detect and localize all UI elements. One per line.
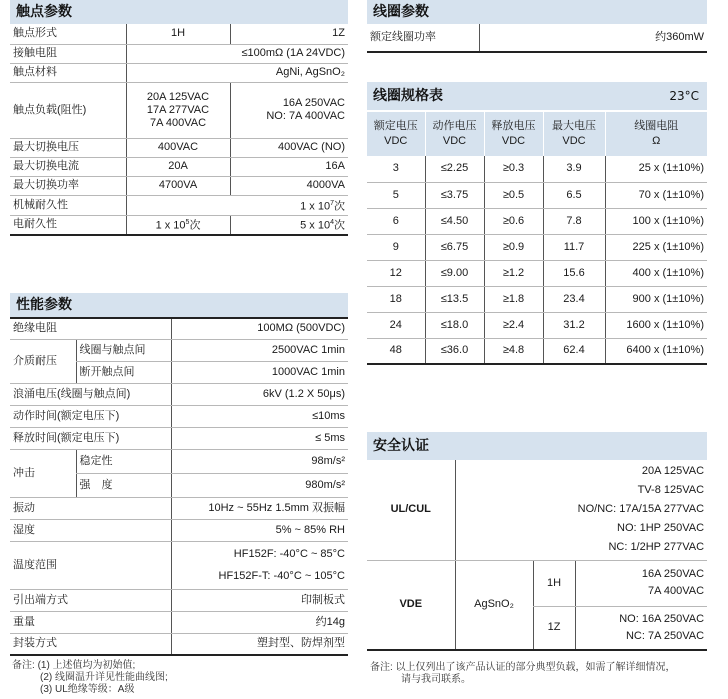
load-1z-values bbox=[230, 82, 348, 138]
value-base: 1 x 10 bbox=[300, 200, 331, 213]
notes-prefix: 备注: bbox=[370, 662, 393, 673]
coil-resistance-cell: 6400 x (1±10%) bbox=[605, 338, 707, 364]
table-row bbox=[10, 611, 348, 633]
table-row bbox=[367, 312, 707, 338]
header-coil-resistance: 线圈电阻 Ω bbox=[605, 112, 707, 156]
rating-line: NC: 1/2HP 277VAC bbox=[608, 541, 705, 554]
table-row bbox=[10, 195, 348, 215]
contact-table bbox=[10, 24, 348, 236]
header-rated-voltage: 额定电压 VDC bbox=[367, 112, 425, 156]
rated-voltage-cell: 3 bbox=[367, 156, 425, 182]
coil-resistance-cell: 400 x (1±10%) bbox=[605, 260, 707, 286]
sub-label: 断开触点间 bbox=[76, 361, 171, 383]
table-row bbox=[10, 541, 348, 589]
header-release-voltage: 释放电压 VDC bbox=[484, 112, 543, 156]
rated-voltage-cell: 12 bbox=[367, 260, 425, 286]
safety-section bbox=[367, 432, 707, 651]
table-row bbox=[367, 460, 707, 560]
release-voltage-cell: ≥0.3 bbox=[484, 156, 543, 182]
performance-table bbox=[10, 317, 348, 656]
table-row bbox=[10, 383, 348, 405]
table-row bbox=[10, 215, 348, 235]
release-voltage-cell: ≥0.9 bbox=[484, 234, 543, 260]
row-label: 重量 bbox=[10, 611, 171, 633]
right-notes bbox=[370, 662, 706, 686]
table-row bbox=[10, 24, 348, 44]
rating-line: NC: 7A 250VAC bbox=[625, 629, 705, 642]
row-label: 最大切换功率 bbox=[10, 176, 126, 195]
coil-resistance-cell: 25 x (1±10%) bbox=[605, 156, 707, 182]
header-pickup-voltage: 动作电压 VDC bbox=[425, 112, 484, 156]
coil-section bbox=[367, 0, 707, 53]
coil-resistance-cell: 1600 x (1±10%) bbox=[605, 312, 707, 338]
max-current-1h: 20A bbox=[126, 157, 230, 176]
rating-line: NO: 16A 250VAC bbox=[619, 612, 705, 625]
dielectric-open-contacts-value: 1000VAC 1min bbox=[171, 361, 348, 383]
release-voltage-cell: ≥0.6 bbox=[484, 208, 543, 234]
rating-line: NO: 1HP 250VAC bbox=[617, 522, 705, 535]
max-voltage-1z: 400VAC (NO) bbox=[230, 138, 348, 157]
form-1h-value: 1H bbox=[126, 24, 230, 44]
enclosure-value: 塑封型、防焊剂型 bbox=[171, 633, 348, 655]
note-line bbox=[370, 662, 706, 674]
table-row bbox=[10, 497, 348, 519]
note-line bbox=[12, 684, 348, 696]
humidity-value: 5% ~ 85% RH bbox=[171, 519, 348, 541]
coil-section-title: 线圈参数 bbox=[367, 0, 707, 24]
row-label: 动作时间(额定电压下) bbox=[10, 405, 171, 427]
pickup-voltage-cell: ≤18.0 bbox=[425, 312, 484, 338]
pickup-voltage-cell: ≤2.25 bbox=[425, 156, 484, 182]
table-row bbox=[10, 138, 348, 157]
row-label: 封装方式 bbox=[10, 633, 171, 655]
coil-resistance-cell: 900 x (1±10%) bbox=[605, 286, 707, 312]
electrical-endurance-1h bbox=[126, 215, 230, 235]
table-row bbox=[367, 234, 707, 260]
table-row bbox=[10, 63, 348, 82]
row-label: 电耐久性 bbox=[10, 215, 126, 235]
surge-value: 6kV (1.2 X 50μs) bbox=[171, 383, 348, 405]
table-row bbox=[10, 633, 348, 655]
max-voltage-cell: 15.6 bbox=[543, 260, 605, 286]
safety-table bbox=[367, 460, 707, 651]
coil-spec-title-text: 线圈规格表 bbox=[373, 88, 443, 104]
operate-time-value: ≤10ms bbox=[171, 405, 348, 427]
performance-section bbox=[10, 293, 348, 656]
table-row bbox=[10, 449, 348, 473]
value-base: 1 x 10 bbox=[155, 220, 186, 233]
row-label: 浪涌电压(线圈与触点间) bbox=[10, 383, 171, 405]
notes-prefix: 备注: bbox=[12, 660, 35, 671]
coil-resistance-cell: 225 x (1±10%) bbox=[605, 234, 707, 260]
table-header-row bbox=[367, 112, 707, 156]
release-voltage-cell: ≥2.4 bbox=[484, 312, 543, 338]
insulation-value: 100MΩ (500VDC) bbox=[171, 318, 348, 339]
vde-form-1h: 1H bbox=[533, 560, 575, 606]
release-voltage-cell: ≥0.5 bbox=[484, 182, 543, 208]
rated-voltage-cell: 24 bbox=[367, 312, 425, 338]
max-current-1z: 16A bbox=[230, 157, 348, 176]
table-row bbox=[10, 44, 348, 63]
rating-line: NO/NC: 17A/15A 277VAC bbox=[577, 503, 705, 516]
weight-value: 约14g bbox=[171, 611, 348, 633]
pickup-voltage-cell: ≤36.0 bbox=[425, 338, 484, 364]
rated-voltage-cell: 18 bbox=[367, 286, 425, 312]
row-label: 介质耐压 bbox=[10, 339, 76, 383]
row-label: 引出端方式 bbox=[10, 589, 171, 611]
coil-spec-title bbox=[367, 82, 707, 110]
form-1z-value: 1Z bbox=[230, 24, 348, 44]
load-line: 16A 250VAC bbox=[282, 97, 345, 109]
sub-label: 强 度 bbox=[76, 473, 171, 497]
max-voltage-cell: 62.4 bbox=[543, 338, 605, 364]
note-item: (1) 上述值均为初始值; bbox=[37, 660, 136, 671]
vde-label: VDE bbox=[367, 560, 455, 650]
max-voltage-cell: 3.9 bbox=[543, 156, 605, 182]
vde-1z-ratings bbox=[575, 606, 707, 650]
table-row bbox=[367, 286, 707, 312]
value-exponent: 7 bbox=[330, 199, 334, 207]
value-unit: 次 bbox=[334, 200, 345, 213]
value-base: 5 x 10 bbox=[300, 220, 331, 233]
row-label: 触点材料 bbox=[10, 63, 126, 82]
rating-line: 16A 250VAC bbox=[641, 568, 705, 580]
table-row bbox=[10, 589, 348, 611]
temperature-range-values bbox=[171, 541, 348, 589]
load-line: 7A 400VAC bbox=[149, 116, 207, 129]
table-row bbox=[10, 405, 348, 427]
table-row bbox=[10, 427, 348, 449]
ul-cul-ratings bbox=[455, 460, 707, 560]
row-label: 振动 bbox=[10, 497, 171, 519]
note-item: 以上仅列出了该产品认证的部分典型负载，如需了解详细情况， bbox=[395, 662, 676, 673]
value-unit: 次 bbox=[334, 220, 345, 233]
table-row bbox=[367, 338, 707, 364]
row-label: 温度范围 bbox=[10, 541, 171, 589]
rating-line: 20A 125VAC bbox=[641, 465, 705, 478]
mechanical-endurance-value bbox=[126, 195, 348, 215]
header-max-voltage: 最大电压 VDC bbox=[543, 112, 605, 156]
coil-spec-table bbox=[367, 112, 707, 365]
note-item: (2) 线圈温升详见性能曲线图; bbox=[40, 672, 168, 683]
table-row bbox=[10, 339, 348, 361]
temp-line: HF152F-T: -40°C ~ 105°C bbox=[218, 570, 345, 582]
release-voltage-cell: ≥4.8 bbox=[484, 338, 543, 364]
terminal-value: 印制板式 bbox=[171, 589, 348, 611]
load-1h-values bbox=[126, 82, 230, 138]
vde-form-1z: 1Z bbox=[533, 606, 575, 650]
table-row bbox=[367, 156, 707, 182]
left-notes bbox=[12, 660, 348, 696]
max-voltage-1h: 400VAC bbox=[126, 138, 230, 157]
coil-spec-body bbox=[367, 156, 707, 364]
release-voltage-cell: ≥1.8 bbox=[484, 286, 543, 312]
row-label: 湿度 bbox=[10, 519, 171, 541]
rating-line: 7A 400VAC bbox=[647, 585, 705, 597]
ul-cul-label: UL/CUL bbox=[367, 460, 455, 560]
shock-strength-value: 980m/s² bbox=[171, 473, 348, 497]
table-row bbox=[10, 519, 348, 541]
table-row bbox=[10, 318, 348, 339]
rated-voltage-cell: 48 bbox=[367, 338, 425, 364]
pickup-voltage-cell: ≤3.75 bbox=[425, 182, 484, 208]
table-row bbox=[367, 24, 707, 52]
row-label: 接触电阻 bbox=[10, 44, 126, 63]
release-voltage-cell: ≥1.2 bbox=[484, 260, 543, 286]
table-row bbox=[367, 208, 707, 234]
shock-stability-value: 98m/s² bbox=[171, 449, 348, 473]
max-voltage-cell: 11.7 bbox=[543, 234, 605, 260]
note-item: (3) UL绝缘等级：A级 bbox=[40, 684, 135, 695]
electrical-endurance-1z bbox=[230, 215, 348, 235]
vde-material: AgSnO₂ bbox=[455, 560, 533, 650]
row-label: 最大切换电压 bbox=[10, 138, 126, 157]
sub-label: 线圈与触点间 bbox=[76, 339, 171, 361]
dielectric-coil-contact-value: 2500VAC 1min bbox=[171, 339, 348, 361]
max-voltage-cell: 7.8 bbox=[543, 208, 605, 234]
pickup-voltage-cell: ≤6.75 bbox=[425, 234, 484, 260]
table-row bbox=[10, 176, 348, 195]
max-voltage-cell: 23.4 bbox=[543, 286, 605, 312]
coil-resistance-cell: 100 x (1±10%) bbox=[605, 208, 707, 234]
safety-section-title: 安全认证 bbox=[367, 432, 707, 460]
performance-section-title: 性能参数 bbox=[10, 293, 348, 317]
coil-table bbox=[367, 24, 707, 53]
max-voltage-cell: 6.5 bbox=[543, 182, 605, 208]
rating-line: TV-8 125VAC bbox=[637, 484, 705, 497]
load-line: NO: 7A 400VAC bbox=[266, 110, 345, 122]
temp-line: HF152F: -40°C ~ 85°C bbox=[233, 548, 345, 560]
sub-label: 稳定性 bbox=[76, 449, 171, 473]
contact-resistance-value: ≤100mΩ (1A 24VDC) bbox=[126, 44, 348, 63]
table-row bbox=[10, 82, 348, 138]
row-label: 机械耐久性 bbox=[10, 195, 126, 215]
value-exponent: 4 bbox=[330, 219, 334, 227]
coil-power-value: 约360mW bbox=[479, 24, 707, 52]
value-exponent: 5 bbox=[185, 219, 190, 227]
coil-resistance-cell: 70 x (1±10%) bbox=[605, 182, 707, 208]
rated-voltage-cell: 5 bbox=[367, 182, 425, 208]
max-power-1z: 4000VA bbox=[230, 176, 348, 195]
value-unit: 次 bbox=[189, 220, 201, 233]
row-label: 冲击 bbox=[10, 449, 76, 497]
table-row bbox=[367, 560, 707, 606]
contact-material-value: AgNi, AgSnO₂ bbox=[126, 63, 348, 82]
coil-spec-temperature: 23°C bbox=[669, 89, 699, 103]
pickup-voltage-cell: ≤4.50 bbox=[425, 208, 484, 234]
row-label: 触点形式 bbox=[10, 24, 126, 44]
row-label: 额定线圈功率 bbox=[367, 24, 479, 52]
coil-spec-section bbox=[367, 82, 707, 365]
table-row bbox=[367, 182, 707, 208]
load-line: 17A 277VAC bbox=[146, 103, 210, 116]
note-line bbox=[12, 660, 348, 672]
release-time-value: ≤ 5ms bbox=[171, 427, 348, 449]
pickup-voltage-cell: ≤9.00 bbox=[425, 260, 484, 286]
row-label: 释放时间(额定电压下) bbox=[10, 427, 171, 449]
rated-voltage-cell: 9 bbox=[367, 234, 425, 260]
note-item: 请与我司联系。 bbox=[401, 674, 471, 685]
note-line bbox=[12, 672, 348, 684]
rated-voltage-cell: 6 bbox=[367, 208, 425, 234]
row-label: 最大切换电流 bbox=[10, 157, 126, 176]
table-row bbox=[367, 260, 707, 286]
table-row bbox=[10, 157, 348, 176]
max-voltage-cell: 31.2 bbox=[543, 312, 605, 338]
pickup-voltage-cell: ≤13.5 bbox=[425, 286, 484, 312]
load-line: 20A 125VAC bbox=[146, 90, 210, 103]
row-label: 触点负载(阻性) bbox=[10, 82, 126, 138]
vde-1h-ratings bbox=[575, 560, 707, 606]
vibration-value: 10Hz ~ 55Hz 1.5mm 双振幅 bbox=[171, 497, 348, 519]
row-label: 绝缘电阻 bbox=[10, 318, 171, 339]
contact-section bbox=[10, 0, 348, 236]
contact-section-title: 触点参数 bbox=[10, 0, 348, 24]
note-line bbox=[370, 674, 706, 686]
max-power-1h: 4700VA bbox=[126, 176, 230, 195]
